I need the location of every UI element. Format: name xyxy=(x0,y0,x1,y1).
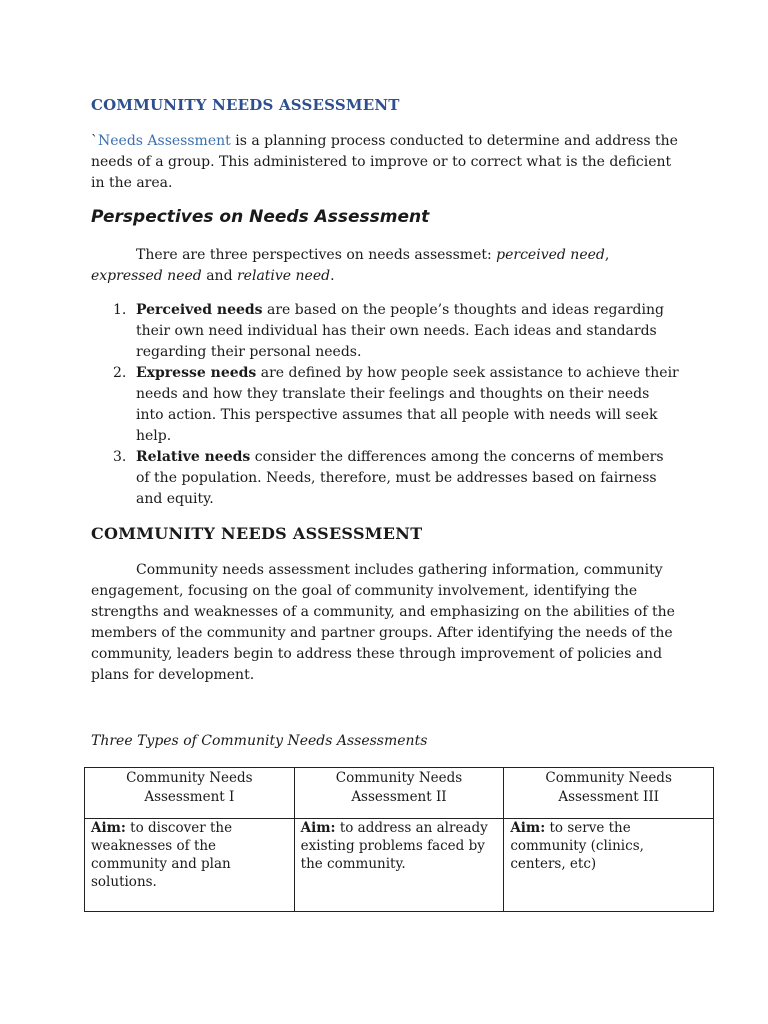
aim-text: to address an already existing problems faced by the community. xyxy=(300,820,488,872)
section-heading: COMMUNITY NEEDS ASSESSMENT xyxy=(91,524,423,543)
table-row xyxy=(85,819,714,912)
header-line: Community Needs xyxy=(126,770,253,786)
aim-label: Aim: xyxy=(91,820,126,836)
intro-text: is a planning process conducted to determine and address the needs of a group. This administered to improve or to correct what is the deficient in the area. xyxy=(91,133,678,191)
page-title: COMMUNITY NEEDS ASSESSMENT xyxy=(91,96,400,114)
perceived-need-term: perceived need xyxy=(496,247,605,263)
aim-label: Aim: xyxy=(300,820,336,836)
list-number: 2. xyxy=(113,365,127,381)
needs-assessment-term: Needs Assessment xyxy=(98,133,231,149)
list-item-text: are defined by how people seek assistance to achieve their needs and how they translate their feelings and thoughts on their needs into action. This perspective assumes that all people with needs will seek help. xyxy=(136,365,679,444)
intro-paragraph xyxy=(91,131,681,194)
list-item-perceived-needs xyxy=(91,300,681,363)
community-needs-paragraph: Community needs assessment includes gathering information, community engagement, focusing on the goal of community involvement, identifying the strengths and weaknesses of a community, and emphasizing on the abilities of the members of the community and partner groups. After identifying the needs of the community, leaders begin to address these through improvement of policies and plans for development. xyxy=(91,562,675,683)
table-header-row xyxy=(85,768,714,819)
list-item-relative-needs xyxy=(91,447,681,510)
perspectives-heading: Perspectives on Needs Assessment xyxy=(91,207,430,227)
perspectives-intro xyxy=(91,245,681,287)
period: . xyxy=(330,268,335,284)
table-header-cell xyxy=(504,768,714,819)
perspectives-intro-text: There are three perspectives on needs assessmet: xyxy=(136,247,497,263)
intro-prefix: ` xyxy=(91,133,98,149)
list-item-term: Expresse needs xyxy=(136,365,257,381)
aim-text: to discover the weaknesses of the community and plan solutions. xyxy=(91,820,233,890)
table-cell xyxy=(85,819,295,912)
list-number: 1. xyxy=(113,302,127,318)
list-item-term: Relative needs xyxy=(136,449,251,465)
assessment-types-table xyxy=(84,767,714,912)
header-line: Community Needs xyxy=(545,770,672,786)
table-cell xyxy=(504,819,714,912)
aim-text: to serve the community (clinics, centers, etc) xyxy=(510,820,644,872)
list-number: 3. xyxy=(113,449,127,465)
aim-label: Aim: xyxy=(510,820,546,836)
perspectives-list xyxy=(91,300,681,510)
separator: , xyxy=(604,247,610,263)
separator: and xyxy=(201,268,237,284)
relative-need-term: relative need xyxy=(236,268,331,284)
table-header-cell xyxy=(85,768,295,819)
list-item-expresse-needs xyxy=(91,363,681,447)
list-item-text: are based on the people’s thoughts and ideas regarding their own need individual has their own needs. Each ideas and standards regarding their personal needs. xyxy=(136,302,664,360)
header-line: Assessment II xyxy=(351,789,447,805)
list-item-text: consider the differences among the concerns of members of the population. Needs, therefore, must be addresses based on fairness and equity. xyxy=(136,449,664,507)
header-line: Assessment III xyxy=(558,789,659,805)
list-item-term: Perceived needs xyxy=(136,302,263,318)
table-header-cell xyxy=(294,768,504,819)
table-caption: Three Types of Community Needs Assessments xyxy=(91,733,428,749)
header-line: Assessment I xyxy=(144,789,235,805)
header-line: Community Needs xyxy=(335,770,463,786)
expressed-need-term: expressed need xyxy=(91,268,202,284)
table-cell xyxy=(294,819,504,912)
